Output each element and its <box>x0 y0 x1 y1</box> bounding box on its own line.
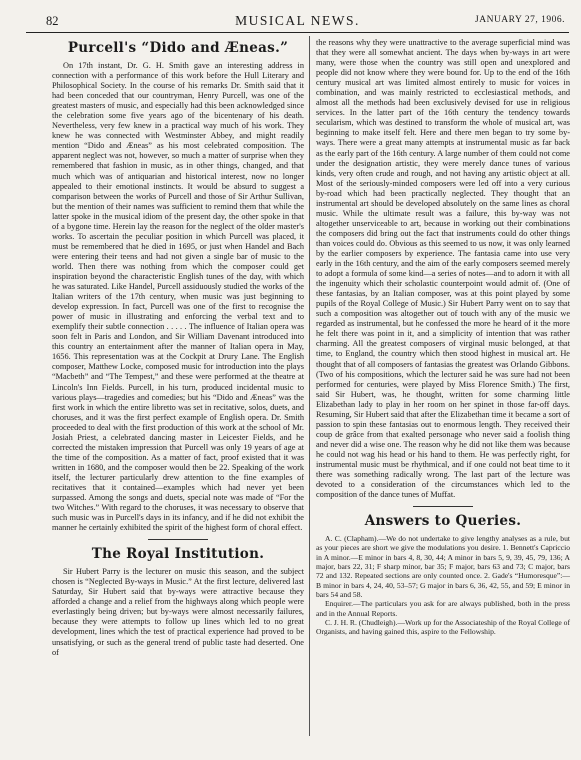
section-rule <box>148 539 208 540</box>
answer-item: Enquirer.—The particulars you ask for are always published, both in the press and in the Annual Reports. <box>316 599 570 618</box>
page-number: 82 <box>46 14 59 28</box>
answers-list <box>316 534 570 636</box>
left-column <box>52 38 304 658</box>
royal-institution-continued: the reasons why they were unattractive to the average superficial mind was that they were all somewhat ancient. The days when by-ways in art were many, were those when the country was still open and unexplored and people did not know where they were bound for. Up to the end of the 16th century musical art was limited almost entirely to music for voices in combination, and was mainly restricted to ecclesiastical methods, and almost all the methods had been exclusively devised for use in religious services. In the latter part of the 16th century the tendency towards secularism, which was destined to transform the whole of musical art, was beginning to make itself felt. Here and there men began to try some by-ways. There were a great many attempts at instrumental music as far back as the early part of the 16th century. A large number of them could not come under the designation artistic, they were merely dance tunes of various kinds, very often crude and rough, and not having any artistic object at all. Most of the seriously-minded composers were led off into a very curious by-road which had been practically neglected. They thought that an instrumental art should be developed absolutely on the same lines as choral music. While the ultimate result was a failure, this by-way was not altogether unserviceable to art, because in working out their combinations the composers did bring out the fact that instruments could do other things than voices could do. Obvious as this seemed to us now, it was only learned by the earlier composers by experience. The fantasia came into use very early in the 16th century, and the aim of the early composers seemed merely to adopt a formula of some kind—a series of notes—and to adorn it with all the ingenuity which their scholastic counterpoint would admit of. (One of these fantasias, by an Italian composer, was at this point played by some pupils of the Royal College of Music.) Sir Hubert Parry went on to say that such a composition was altogether out of touch with any of the music we regarded as instrumental, but he confessed the more he heard of it the more he felt there was point in it, and a simplicity of intention that was rather charming. All the greatest composers of virginal music belonged, at that time, to England, the country which then stood highest in musical art. He thought that of all composers of fantasias the greatest was Orlando Gibbons. (Two of his compositions, which the lecturer said he was sure had not been performed for centuries, were played by Miss Florence Smith.) The first, said Sir Hubert, was, he thought, written for some charming little Elizabethan lady to play in her room on her spinet in those far-off days. Resuming, Sir Hubert said that after the Elizabethan time it became a sort of passion to spin these fantasias out to enormous length. They received their coup de grâce from that exalted personage who never said a foolish thing and never did a wise one. The reason why he did not like them was because he could not wag his head or his hand to them. He was perfectly right, for instrumental music must be rhythmical, and if one could not beat time to it there was something radically wrong. The last part of the lecture was devoted to a consideration of the circumstances which led to the composition of the dance tunes of Muffat. <box>316 38 570 500</box>
right-column <box>316 38 570 636</box>
purcell-article-title: Purcell's “Dido and Æneas.” <box>67 40 289 56</box>
royal-institution-body: Sir Hubert Parry is the lecturer on music this season, and the subject chosen is “Neglected By-ways in Music.” At the first lecture, delivered last Saturday, Sir Hubert said that by-ways were attractive because they afforded a change and a relief from the highways along which people were everlastingly being driven; but by-ways were almost necessarily failures, because they were attempts to follow up lines which led to no great development, lines which the test of practical experience had proved to be unsatisfying, or such as the general trend of public taste had deserted. One of <box>52 567 304 657</box>
royal-institution-title: The Royal Institution. <box>91 546 265 563</box>
section-rule <box>413 506 473 507</box>
issue-date: JANUARY 27, 1906. <box>475 15 565 25</box>
page-header <box>26 10 569 33</box>
purcell-article-body: On 17th instant, Dr. G. H. Smith gave an interesting address in connection with a performance of this work before the Hull Literary and Philosophical Society. In the course of his remarks Dr. Smith said that it had been conceded that our countryman, Henry Purcell, was one of the greatest masters of music, and especially had this been acknowledged since the celebration some five years ago of the bicentenary of his death. Nevertheless, very few knew in a practical way much of his work. They knew he was connected with Westminster Abbey, and might readily mention “Dido and Æneas” as his most celebrated composition. The apparent neglect was not, however, so much a matter of surprise when they remembered that fashion in music, as in other things, changed, and that much which was of antiquarian and historical interest, now no longer appealed to their emotional instincts. It would be absurd to suggest a comparison between the works of Purcell and those of Sir Arthur Sullivan, but the mention of their names was sufficient to remind them that while the latter spoke in the musical idiom of the present day, the other spoke in that of a bygone time. Herein lay the reason for the neglect of the older master's works. To ascertain the peculiar position in which Purcell was placed, it must be remembered that he died in 1695, or just when Handel and Bach were entering their teens and had not given a single bar of music to the world. Then there was nothing from which the composer could get inspiration beyond the characteristic English tunes of the day, with which he was saturated. Like Handel, Purcell assiduously studied the works of the Italian writers of the 17th century, when music was just beginning to develop expression. In fact, Purcell was one of the first to recognise the power of music in illustrating and enforcing the verbal text and to exemplify their subtle connection . . . . . The influence of Italian opera was soon felt in Paris and London, and Sir William Davenant introduced into this country an entertainment after the manner of Italian opera in May, 1656. This representation was at the Cockpit at Drury Lane. The English composer, Matthew Locke, composed music for introduction into the plays “Macbeth” and “The Tempest,” and these were performed at the theatre at Lincoln's Inn Fields. Purcell, in his turn, produced incidental music to various plays—tragedies and comedies; but his “Dido and Æneas” was the first work in which the entire libretto was set in recitative, solos, duets, and choruses, and it was the first perfect example of English opera. Dr. Smith proceeded to deal with the first production of this work at the school of Mr. Josiah Priest, a celebrated dancing master in Leicester Fields, and he corrected the mistaken impression that Purcell was only 19 years of age at the time of the composition. As a matter of fact, proof existed that it was written in 1680, and the composer would then be 22. Speaking of the work itself, the lecturer particularly drew attention to the fine examples of recitatives that it contained—examples which had never yet been surpassed. Among the songs and duets, special note was made of “For the two Witches.” With regard to the choruses, it was necessary to observe that such music was in Purcell's days in its infancy, and if he did not exhibit the manner he certainly exhibited the spirit of the highest form of choral effect. <box>52 61 304 533</box>
answer-item: A. C. (Clapham).—We do not undertake to give lengthy analyses as a rule, but as your pieces are short we give the modulations you desire. 1. Bennett's Capriccio in A minor.—E minor in bars 4, 8, 30, 44; A minor in bars 5, 9, 39, 45, 79, 136; A major, bars 22, 31; F sharp minor, bar 35; F major, bars 63 and 73; C major, bars 72 and 132. Repeated sections are only counted once. 2. Gade's “Humoresque”:—B minor in bars 4, 24, 40, 53–57; G major in bars 6, 36, 42, 55, and 59; E minor in bars 54 and 58. <box>316 534 570 599</box>
answers-title: Answers to Queries. <box>364 513 522 530</box>
column-divider <box>309 36 310 736</box>
journal-title: MUSICAL NEWS. <box>235 13 360 28</box>
answer-item: C. J. H. R. (Chudleigh).—Work up for the Associateship of the Royal College of Organists, and having gained this, aspire to the Fellowship. <box>316 617 570 637</box>
